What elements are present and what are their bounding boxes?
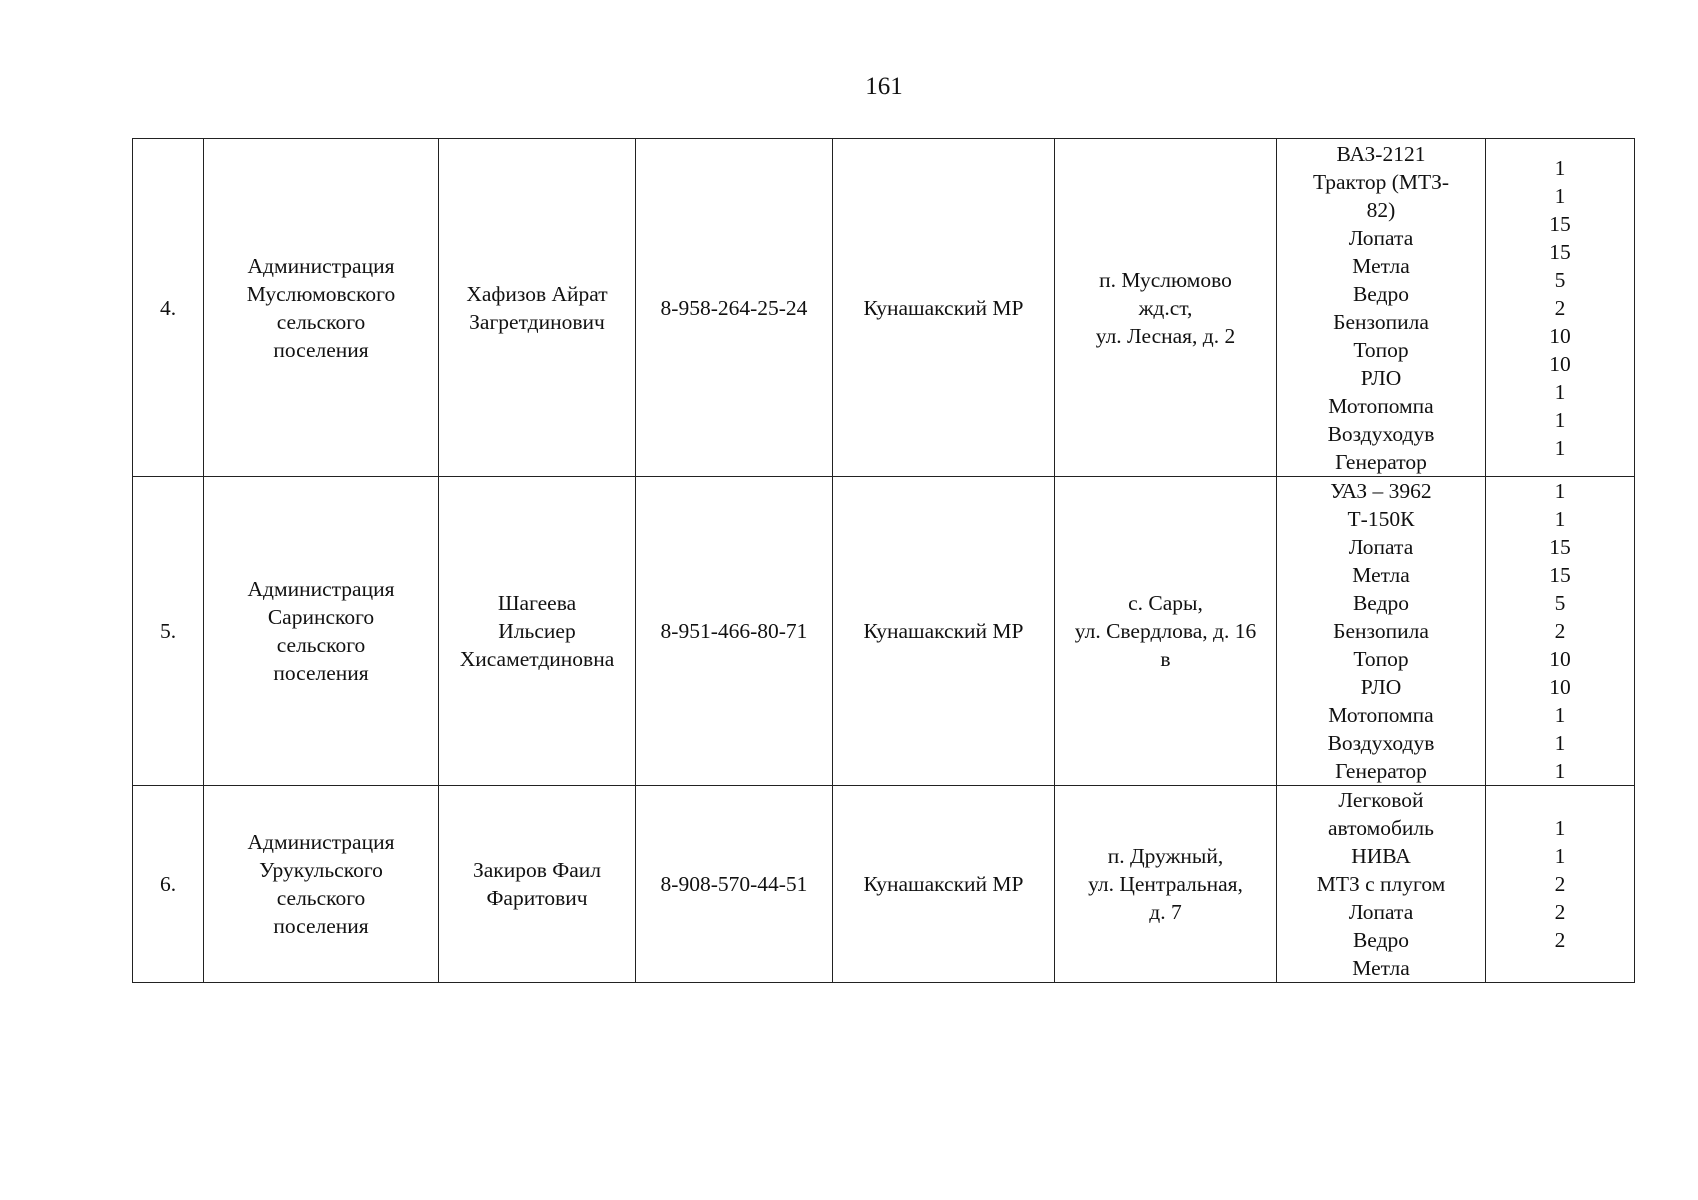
phone-cell	[636, 786, 833, 983]
address-line: с. Сары,	[1128, 591, 1203, 615]
organization-line: Саринского	[267, 605, 375, 629]
address-line: п. Дружный,	[1107, 844, 1224, 868]
quantity-item: 1	[1554, 731, 1566, 755]
person-line: Загретдинович	[469, 309, 605, 334]
row-number: 5.	[159, 619, 177, 643]
row-number-cell	[133, 786, 204, 983]
person-line: Ильсиер	[498, 619, 576, 643]
quantity-item: 1	[1554, 507, 1566, 531]
quantity-cell	[1486, 786, 1635, 983]
equipment-item: НИВА	[1351, 844, 1411, 868]
quantity-item: 15	[1549, 563, 1571, 587]
responsible-person-cell	[439, 477, 636, 786]
organization-line: сельского	[276, 309, 366, 334]
equipment-item: Топор	[1353, 337, 1409, 362]
page-number: 161	[865, 73, 903, 100]
quantity-item: 1	[1554, 703, 1566, 727]
quantity-item: 10	[1549, 647, 1571, 671]
equipment-item: Метла	[1352, 563, 1410, 587]
equipment-cell	[1277, 139, 1486, 477]
person-line: Закиров Фаил	[472, 858, 602, 882]
equipment-item: МТЗ с плугом	[1316, 872, 1446, 896]
quantity-item: 15	[1549, 535, 1571, 559]
address-line: ул. Свердлова, д. 16	[1074, 619, 1257, 643]
quantity-item: 1	[1554, 407, 1566, 432]
phone-number: 8-951-466-80-71	[660, 619, 808, 643]
phone-cell	[636, 139, 833, 477]
quantity-item: 10	[1549, 675, 1571, 699]
quantity-item: 1	[1554, 479, 1566, 503]
phone-number: 8-958-264-25-24	[660, 295, 808, 320]
quantity-item: 5	[1554, 591, 1566, 615]
equipment-item: Бензопила	[1333, 619, 1429, 643]
district: Кунашакский МР	[863, 872, 1024, 896]
equipment-item: РЛО	[1360, 675, 1402, 699]
quantity-item: 2	[1554, 928, 1566, 952]
phone-cell	[636, 477, 833, 786]
equipment-item: РЛО	[1360, 365, 1402, 390]
address-cell	[1055, 477, 1277, 786]
organization-cell	[204, 477, 439, 786]
equipment-item: автомобиль	[1328, 816, 1434, 840]
equipment-item: Трактор (МТЗ-	[1312, 169, 1450, 194]
equipment-item: Метла	[1352, 253, 1410, 278]
quantity-cell	[1486, 139, 1635, 477]
equipment-item: 82)	[1366, 197, 1396, 222]
table-row	[133, 139, 1635, 477]
equipment-item: Т-150К	[1347, 507, 1415, 531]
address-line: в	[1160, 647, 1171, 671]
person-line: Фаритович	[486, 886, 588, 910]
quantity-item: 1	[1554, 844, 1566, 868]
table-row	[133, 786, 1635, 983]
person-line: Шагеева	[497, 591, 577, 615]
equipment-item: Метла	[1352, 956, 1410, 980]
quantity-item: 2	[1554, 900, 1566, 924]
row-number-cell	[133, 139, 204, 477]
organization-line: Администрация	[247, 577, 395, 601]
table-row	[133, 477, 1635, 786]
address-line: ул. Лесная, д. 2	[1095, 323, 1236, 348]
quantity-item: 1	[1554, 759, 1566, 783]
organization-line: Урукульского	[259, 858, 383, 882]
quantity-cell	[1486, 477, 1635, 786]
address-line: п. Муслюмово	[1099, 267, 1232, 292]
row-number: 6.	[159, 872, 177, 896]
quantity-item: 1	[1554, 435, 1566, 460]
equipment-item: Генератор	[1335, 449, 1427, 474]
equipment-item: Генератор	[1335, 759, 1427, 783]
equipment-item: Мотопомпа	[1328, 393, 1434, 418]
organization-cell	[204, 139, 439, 477]
quantity-item: 1	[1554, 155, 1566, 180]
organization-line: Администрация	[247, 253, 395, 278]
person-line: Хафизов Айрат	[466, 281, 608, 306]
equipment-item: Воздуходув	[1327, 421, 1435, 446]
organization-line: Муслюмовского	[246, 281, 396, 306]
responsible-person-cell	[439, 139, 636, 477]
organization-cell	[204, 786, 439, 983]
equipment-item: Ведро	[1352, 281, 1410, 306]
address-line: ул. Центральная,	[1088, 872, 1243, 896]
equipment-item: Лопата	[1348, 535, 1414, 559]
address-cell	[1055, 139, 1277, 477]
quantity-item: 2	[1554, 619, 1566, 643]
row-number-cell	[133, 477, 204, 786]
organization-line: поселения	[273, 661, 369, 685]
equipment-item: УАЗ – 3962	[1330, 479, 1432, 503]
phone-number: 8-908-570-44-51	[660, 872, 808, 896]
quantity-item: 10	[1549, 323, 1571, 348]
equipment-item: Ведро	[1352, 928, 1410, 952]
equipment-item: Мотопомпа	[1328, 703, 1434, 727]
person-line: Хисаметдиновна	[459, 647, 615, 671]
equipment-item: Бензопила	[1333, 309, 1429, 334]
district: Кунашакский МР	[863, 295, 1024, 320]
district-cell	[833, 139, 1055, 477]
quantity-item: 2	[1554, 295, 1566, 320]
quantity-item: 1	[1554, 816, 1566, 840]
resource-table	[132, 138, 1635, 983]
quantity-item: 15	[1549, 211, 1571, 236]
organization-line: сельского	[276, 633, 366, 657]
organization-line: сельского	[276, 886, 366, 910]
equipment-item: Ведро	[1352, 591, 1410, 615]
organization-line: Администрация	[247, 830, 395, 854]
organization-line: поселения	[273, 914, 369, 938]
address-cell	[1055, 786, 1277, 983]
quantity-item: 1	[1554, 183, 1566, 208]
equipment-item: Воздуходув	[1327, 731, 1435, 755]
address-line: жд.ст,	[1138, 295, 1193, 320]
quantity-item: 1	[1554, 379, 1566, 404]
equipment-item: Лопата	[1348, 900, 1414, 924]
row-number: 4.	[159, 295, 177, 320]
equipment-item: ВАЗ-2121	[1336, 141, 1426, 166]
quantity-item: 15	[1549, 239, 1571, 264]
district-cell	[833, 786, 1055, 983]
address-line: д. 7	[1149, 900, 1182, 924]
quantity-item: 2	[1554, 872, 1566, 896]
district-cell	[833, 477, 1055, 786]
quantity-item: 5	[1554, 267, 1566, 292]
equipment-item: Лопата	[1348, 225, 1414, 250]
organization-line: поселения	[273, 337, 369, 362]
responsible-person-cell	[439, 786, 636, 983]
quantity-item: 10	[1549, 351, 1571, 376]
equipment-cell	[1277, 477, 1486, 786]
district: Кунашакский МР	[863, 619, 1024, 643]
equipment-cell	[1277, 786, 1486, 983]
equipment-item: Легковой	[1338, 788, 1424, 812]
equipment-item: Топор	[1353, 647, 1409, 671]
